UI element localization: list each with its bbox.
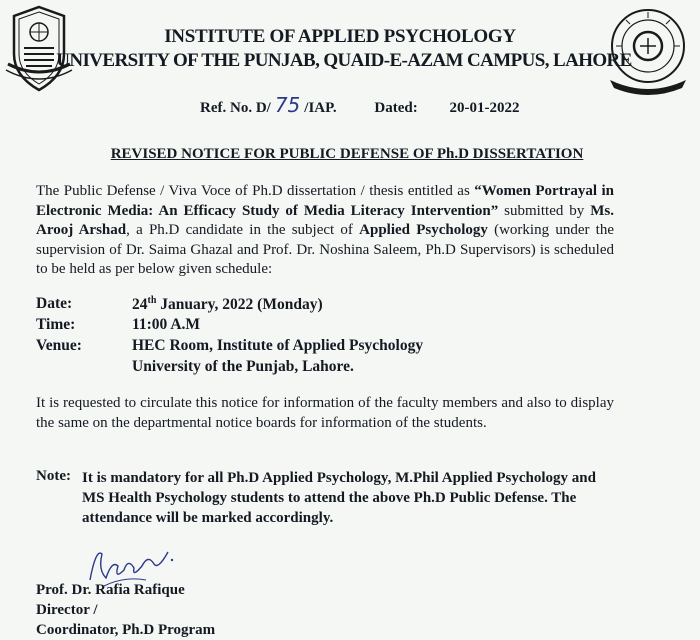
dated-label: Dated: xyxy=(374,100,418,116)
signatory-title-1: Director / xyxy=(36,602,98,618)
note-label: Note: xyxy=(36,468,71,484)
intro-text: submitted by xyxy=(498,202,591,219)
date-day: 24 xyxy=(132,296,148,314)
date-value xyxy=(132,295,323,314)
time-label: Time: xyxy=(36,316,76,333)
venue-label: Venue: xyxy=(36,337,82,354)
date-label: Date: xyxy=(36,295,73,312)
ref-prefix: Ref. No. D/ xyxy=(200,100,271,116)
signatory-name: Prof. Dr. Rafia Rafique xyxy=(36,582,185,598)
notice-paragraph xyxy=(36,182,614,280)
reference-line xyxy=(200,93,519,117)
date-rest: January, 2022 (Monday) xyxy=(156,296,323,314)
institute-name: INSTITUTE OF APPLIED PSYCHOLOGY xyxy=(164,26,516,47)
notice-title: REVISED NOTICE FOR PUBLIC DEFENSE OF Ph.D DISSERTATION xyxy=(110,146,584,162)
ref-number: 75 xyxy=(274,93,301,117)
signatory-block xyxy=(36,580,215,640)
intro-text: (working under the supervision of Dr. Saima Ghazal and Prof. Dr. Noshina Saleem, Ph.D Supervisors) is scheduled to be held as per below given schedule: xyxy=(36,222,615,277)
ref-date: 20-01-2022 xyxy=(449,100,520,116)
university-name: UNIVERSITY OF THE PUNJAB, QUAID-E-AZAM CAMPUS, LAHORE xyxy=(56,50,632,71)
venue-line-2: University of the Punjab, Lahore. xyxy=(132,358,354,375)
time-value: 11:00 A.M xyxy=(132,316,201,333)
intro-text: The Public Defense / Viva Voce of Ph.D dissertation / thesis entitled as xyxy=(36,183,475,199)
ref-suffix: /IAP. xyxy=(304,100,337,116)
date-suffix: th xyxy=(147,295,157,306)
candidate-name: Ms. Arooj Arshad xyxy=(36,202,614,238)
note-text: It is mandatory for all Ph.D Applied Psychology, M.Phil Applied Psychology and MS Health Psychology students to attend the above Ph.D Public Defense. The attendance will be marked accordingly. xyxy=(82,470,596,526)
intro-text: , a Ph.D candidate in the subject of xyxy=(126,222,360,238)
venue-line-1: HEC Room, Institute of Applied Psychology xyxy=(132,337,424,354)
circulation-request: It is requested to circulate this notice for information of the faculty members and also to display the same on the departmental notice boards for information of the students. xyxy=(36,395,614,431)
thesis-title: “Women Portrayal in Electronic Media: An Efficacy Study of Media Literacy Intervention” xyxy=(36,183,615,219)
subject-name: Applied Psychology xyxy=(359,222,488,238)
university-crest-logo xyxy=(4,4,74,94)
signatory-title-2: Coordinator, Ph.D Program xyxy=(36,622,216,638)
